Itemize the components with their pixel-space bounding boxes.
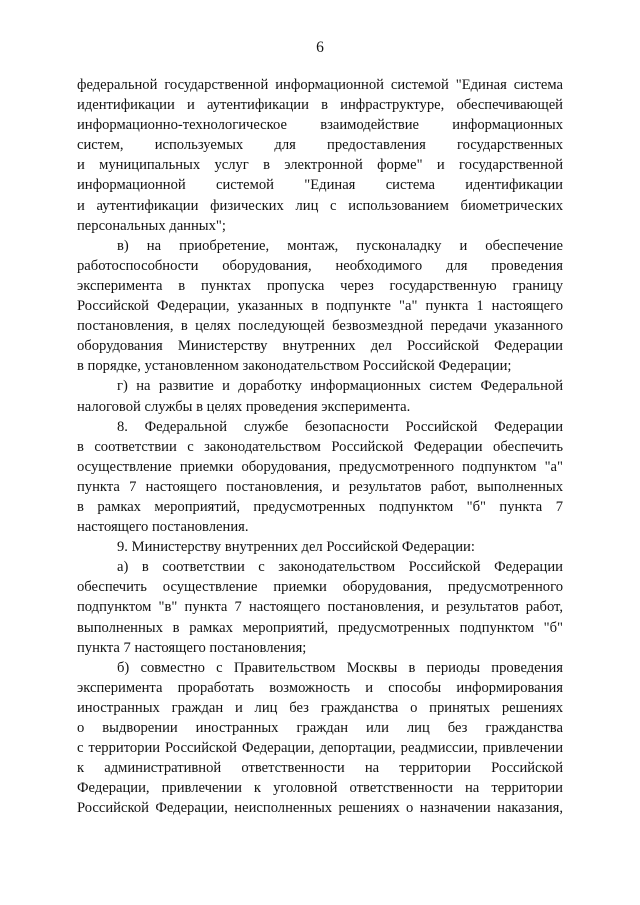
paragraph-subitem-v (77, 236, 563, 377)
paragraph-continuation (77, 75, 563, 236)
text-line: пункта 7 настоящего постановления, и результатов работ, выполненных (77, 478, 563, 495)
text-line: выполненных в рамках мероприятий, предусмотренных подпунктом "б" (77, 619, 563, 636)
text-line: б) совместно с Правительством Москвы в периоды проведения (117, 659, 563, 676)
text-line: федеральной государственной информационной системой "Единая система (77, 77, 563, 93)
text-line: обеспечить осуществление приемки оборудования, предусмотренного (77, 579, 563, 596)
text-line: подпунктом "в" пункта 7 настоящего постановления, и результатов работ, (77, 599, 563, 616)
page-number: 6 (316, 39, 324, 56)
text-line: в) на приобретение, монтаж, пусконаладку и обеспечение (117, 237, 563, 254)
text-line: и муниципальных услуг в электронной форме" и государственной (77, 157, 563, 174)
text-line: оборудования Министерству внутренних дел Российской Федерации (77, 338, 563, 355)
paragraph-item-8 (77, 417, 563, 538)
text-line: работоспособности оборудования, необходимого для проведения (77, 257, 563, 274)
text-line: информационно-технологическое взаимодействие информационных (77, 117, 563, 134)
text-line: Российской Федерации, неисполненных решениях о назначении наказания, (77, 800, 563, 817)
text-line: информационной системой "Единая система идентификации (77, 177, 563, 194)
paragraph-item-9a (77, 557, 563, 657)
text-line: в рамках мероприятий, предусмотренных подпунктом "б" пункта 7 (77, 498, 563, 515)
text-line: настоящего постановления. (77, 519, 249, 536)
text-line: к административной ответственности на территории Российской (77, 760, 563, 777)
document-body (77, 75, 563, 818)
text-line: иностранных граждан и лиц без гражданства о принятых решениях (77, 699, 563, 716)
paragraph-subitem-g (77, 376, 563, 416)
paragraph-item-9b (77, 658, 563, 819)
text-line: с территории Российской Федерации, депортации, реадмиссии, привлечении (77, 740, 563, 757)
text-line: эксперимента проработать возможность и способы информирования (77, 679, 563, 696)
text-line: осуществление приемки оборудования, предусмотренного подпунктом "а" (77, 458, 563, 475)
text-line: о выдворении иностранных граждан или лиц без гражданства (77, 720, 563, 736)
text-line: постановления, в целях последующей безвозмездной передачи указанного (77, 318, 563, 335)
text-line: пункта 7 настоящего постановления; (77, 639, 307, 656)
text-line: в соответствии с законодательством Российской Федерации обеспечить (77, 438, 563, 455)
text-line: персональных данных"; (77, 217, 226, 234)
paragraph-item-9 (77, 537, 563, 557)
text-line: и аутентификации физических лиц с использованием биометрических (77, 197, 563, 214)
text-line: Федерации, привлечении к уголовной ответственности на территории (77, 780, 563, 797)
text-line: 9. Министерству внутренних дел Российской Федерации: (117, 539, 475, 556)
text-line: 8. Федеральной службе безопасности Российской Федерации (117, 418, 563, 435)
text-line: а) в соответствии с законодательством Российской Федерации (117, 559, 563, 576)
text-line: эксперимента в пунктах пропуска через государственную границу (77, 277, 563, 294)
text-line: идентификации и аутентификации в инфраструктуре, обеспечивающей (77, 97, 563, 114)
text-line: в порядке, установленном законодательством Российской Федерации; (77, 358, 512, 375)
text-line: Российской Федерации, указанных в подпункте "а" пункта 1 настоящего (77, 298, 563, 315)
text-line: налоговой службы в целях проведения эксперимента. (77, 398, 411, 415)
text-line: систем, используемых для предоставления государственных (77, 137, 563, 154)
text-line: г) на развитие и доработку информационных систем Федеральной (117, 378, 563, 395)
